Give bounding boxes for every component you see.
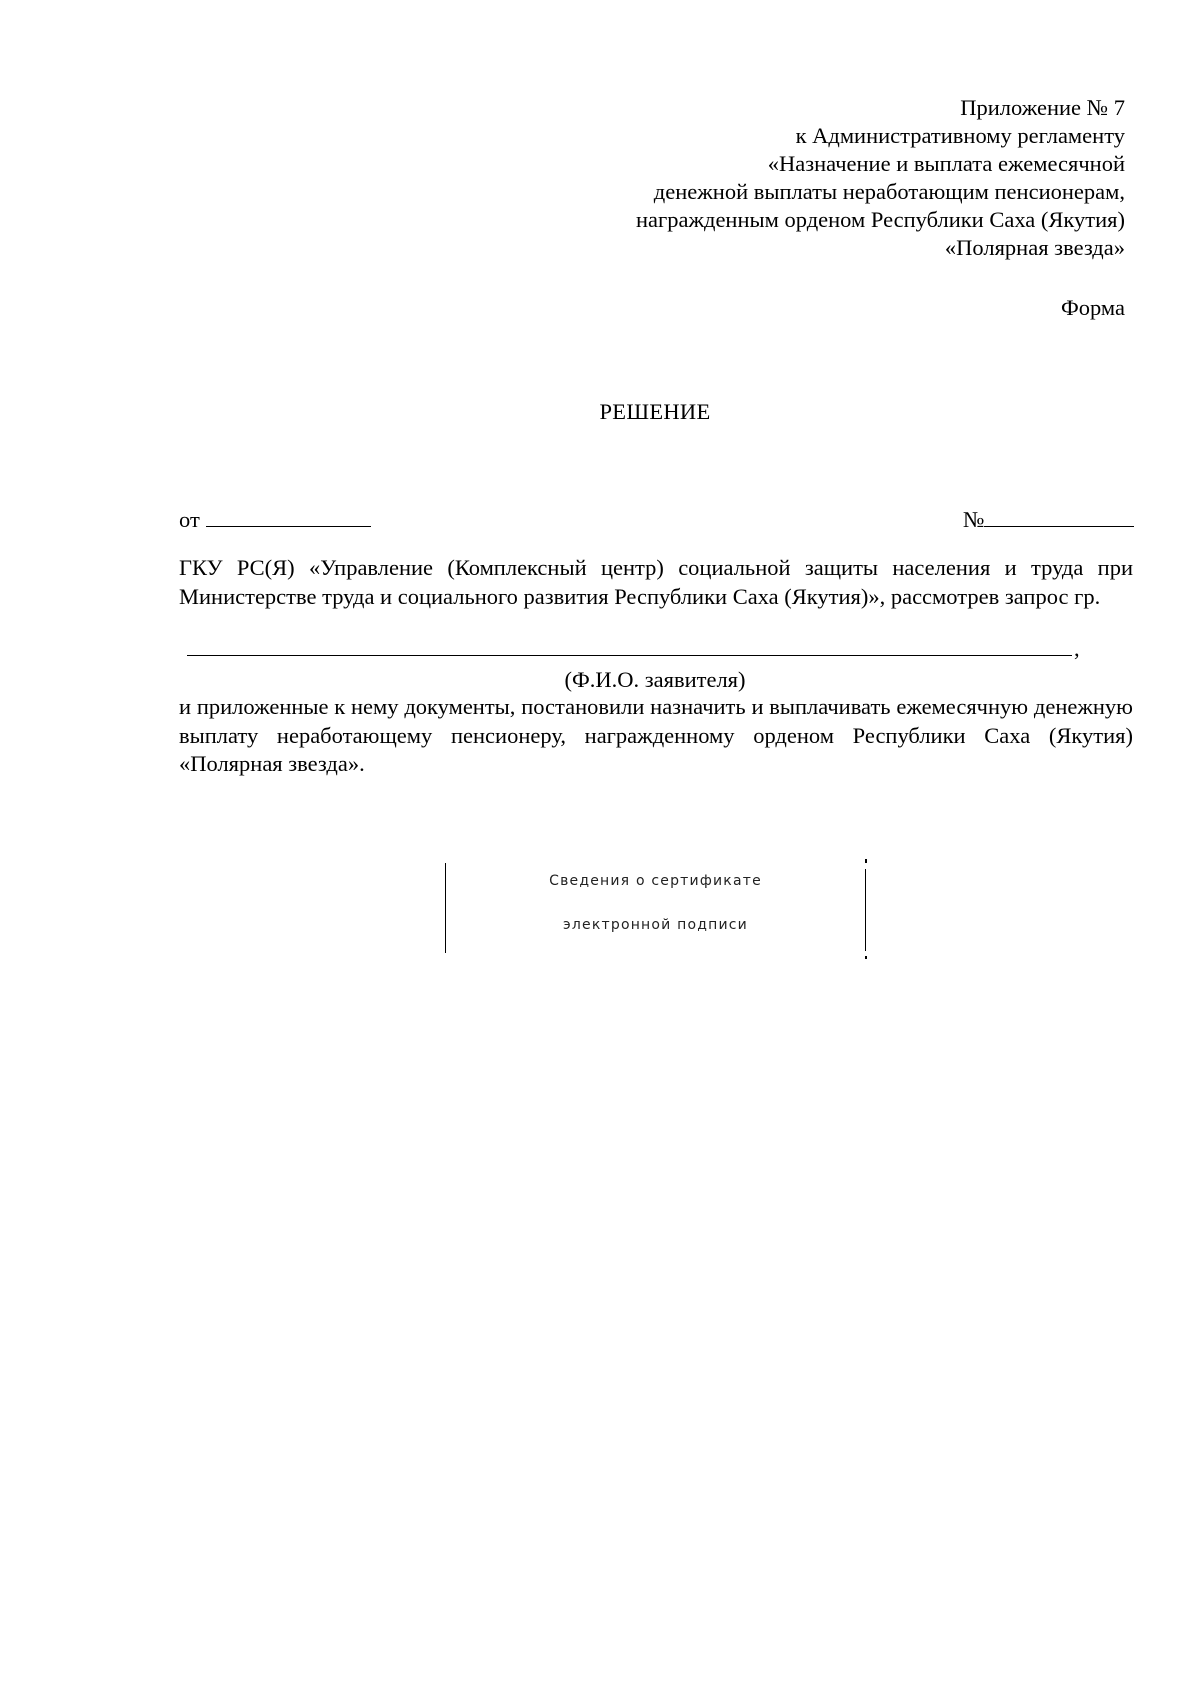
- appendix-line: Приложение № 7: [960, 95, 1125, 120]
- applicant-name-line: [187, 655, 1072, 656]
- appendix-line: к Административному регламенту: [795, 123, 1125, 148]
- appendix-line: награжденным орденом Республики Саха (Якутия): [635, 207, 1125, 232]
- date-blank-line: [206, 504, 371, 527]
- appendix-line: денежной выплаты неработающим пенсионерам,: [653, 179, 1125, 204]
- form-label: Форма: [1060, 295, 1125, 320]
- paragraph-decision: и приложенные к нему документы, постановили назначить и выплачивать ежемесячную денежную выплату неработающему пенсионеру, награжденному орденом Республики Саха (Якутия) «Полярная звезда».: [179, 694, 1133, 776]
- date-field: [179, 504, 371, 534]
- number-field: [963, 504, 1134, 534]
- appendix-line: «Назначение и выплата ежемесячной: [767, 151, 1125, 176]
- number-prefix: №: [963, 507, 985, 532]
- document-title: РЕШЕНИЕ: [599, 399, 711, 424]
- signature-stamp: [445, 863, 866, 953]
- stamp-tick: [865, 956, 867, 959]
- appendix-header: [425, 94, 1125, 262]
- appendix-line: «Полярная звезда»: [944, 235, 1125, 260]
- stamp-tick: [865, 859, 867, 863]
- signature-info-line: Сведения о сертификате: [549, 873, 762, 889]
- paragraph-request: ГКУ РС(Я) «Управление (Комплексный центр) социальной защиты населения и труда при Министерстве труда и социального развития Республики Саха (Якутия)», рассмотрев запрос гр.: [179, 555, 1133, 609]
- date-prefix: от: [179, 507, 200, 532]
- number-blank-line: [984, 504, 1134, 527]
- applicant-name-comma: ,: [1074, 636, 1080, 661]
- applicant-name-caption: (Ф.И.О. заявителя): [564, 667, 746, 692]
- signature-info-line: электронной подписи: [563, 917, 748, 933]
